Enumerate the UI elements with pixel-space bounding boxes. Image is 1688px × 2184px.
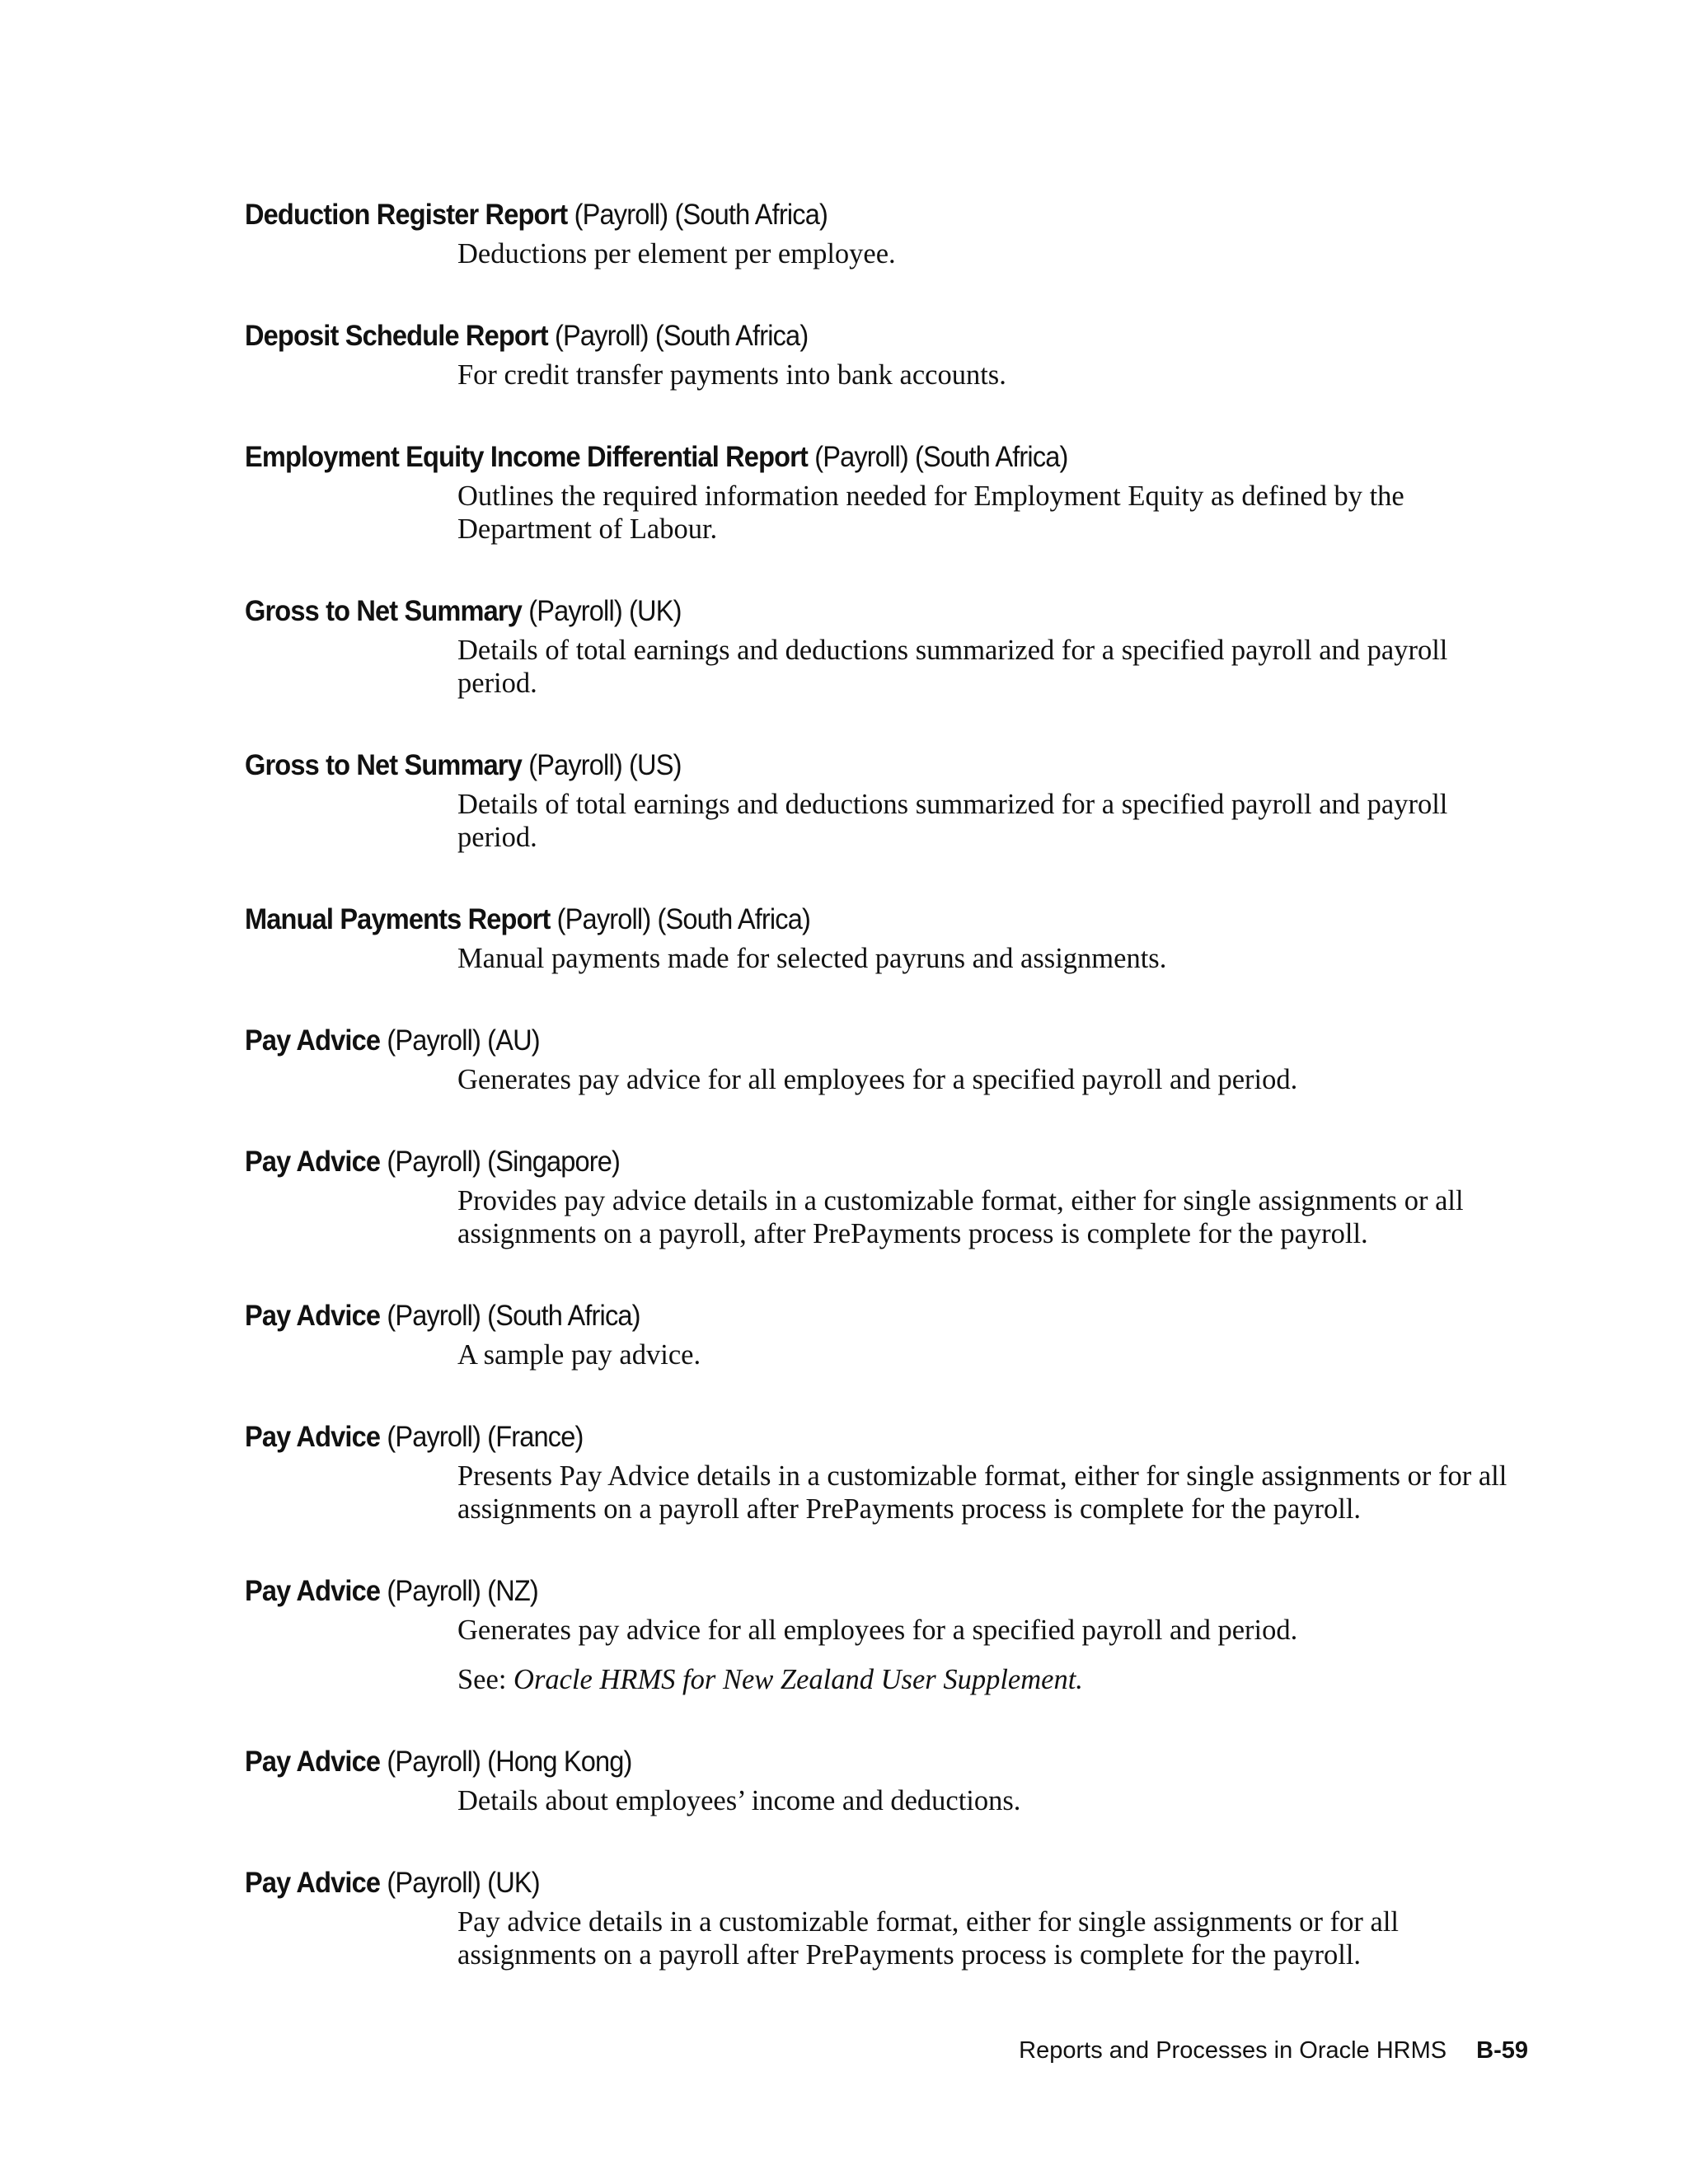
page-footer bbox=[1019, 2036, 1528, 2065]
report-description: Details about employees’ income and deductions. bbox=[457, 1785, 1021, 1816]
report-name: Employment Equity Income Differential Report bbox=[245, 441, 808, 473]
report-qualifiers: (Payroll) (France) bbox=[387, 1421, 584, 1453]
report-qualifiers: (Payroll) (South Africa) bbox=[555, 320, 809, 352]
report-description: Generates pay advice for all employees for a specified payroll and period. bbox=[457, 1064, 1298, 1095]
report-qualifiers: (Payroll) (South Africa) bbox=[387, 1300, 640, 1332]
report-name: Manual Payments Report bbox=[245, 903, 551, 935]
report-entry bbox=[245, 1024, 1531, 1096]
report-entry bbox=[245, 1574, 1531, 1696]
report-qualifiers: (Payroll) (Singapore) bbox=[387, 1146, 621, 1178]
report-qualifiers: (Payroll) (South Africa) bbox=[814, 441, 1068, 473]
report-name: Gross to Net Summary bbox=[245, 749, 522, 781]
report-heading bbox=[245, 319, 1441, 354]
footer-section-title: Reports and Processes in Oracle HRMS bbox=[1019, 2037, 1447, 2064]
report-heading bbox=[245, 1145, 1441, 1179]
report-heading bbox=[245, 440, 1441, 475]
report-name: Deposit Schedule Report bbox=[245, 320, 548, 352]
see-also-reference bbox=[457, 1663, 1531, 1696]
see-reference-title: Oracle HRMS for New Zealand User Supplement. bbox=[513, 1664, 1083, 1695]
report-name: Pay Advice bbox=[245, 1300, 381, 1332]
report-description: Generates pay advice for all employees for a specified payroll and period. bbox=[457, 1615, 1298, 1646]
report-qualifiers: (Payroll) (AU) bbox=[387, 1024, 540, 1057]
report-description: Outlines the required information needed for Employment Equity as defined by the Department of Labour. bbox=[457, 480, 1404, 545]
report-qualifiers: (Payroll) (South Africa) bbox=[556, 903, 811, 935]
report-heading bbox=[245, 748, 1441, 783]
report-qualifiers: (Payroll) (UK) bbox=[528, 595, 682, 627]
report-qualifiers: (Payroll) (US) bbox=[528, 749, 682, 781]
report-description: Provides pay advice details in a customizable format, either for single assignments or all assignments on a payroll, after PrePayments process is complete for the payroll. bbox=[457, 1185, 1464, 1249]
report-name: Pay Advice bbox=[245, 1146, 381, 1178]
report-entry bbox=[245, 440, 1531, 546]
report-description: Manual payments made for selected payruns and assignments. bbox=[457, 943, 1167, 974]
report-entry bbox=[245, 1299, 1531, 1371]
report-description: Presents Pay Advice details in a customizable format, either for single assignments or for all assignments on a payroll after PrePayments process is complete for the payroll. bbox=[457, 1460, 1507, 1525]
report-entry bbox=[245, 1145, 1531, 1250]
report-heading bbox=[245, 198, 1441, 232]
report-name: Deduction Register Report bbox=[245, 199, 568, 231]
report-heading bbox=[245, 902, 1441, 937]
report-entry bbox=[245, 1745, 1531, 1817]
report-entry bbox=[245, 1420, 1531, 1526]
report-heading bbox=[245, 1745, 1441, 1779]
report-heading bbox=[245, 1866, 1441, 1900]
report-heading bbox=[245, 1574, 1441, 1609]
report-entry bbox=[245, 594, 1531, 700]
report-qualifiers: (Payroll) (NZ) bbox=[387, 1575, 538, 1607]
report-description: For credit transfer payments into bank accounts. bbox=[457, 359, 1006, 391]
report-heading bbox=[245, 594, 1441, 629]
report-name: Pay Advice bbox=[245, 1575, 381, 1607]
report-name: Pay Advice bbox=[245, 1867, 381, 1899]
report-name: Gross to Net Summary bbox=[245, 595, 522, 627]
report-heading bbox=[245, 1420, 1441, 1455]
page-number: B-59 bbox=[1476, 2037, 1528, 2064]
report-qualifiers: (Payroll) (South Africa) bbox=[574, 199, 828, 231]
report-description: A sample pay advice. bbox=[457, 1339, 701, 1371]
report-entry bbox=[245, 902, 1531, 975]
report-entry bbox=[245, 1866, 1531, 1971]
see-prefix: See: bbox=[457, 1664, 507, 1695]
report-qualifiers: (Payroll) (UK) bbox=[387, 1867, 540, 1899]
report-description: Details of total earnings and deductions summarized for a specified payroll and payroll period. bbox=[457, 789, 1448, 853]
report-name: Pay Advice bbox=[245, 1746, 381, 1778]
report-name: Pay Advice bbox=[245, 1024, 381, 1057]
report-description: Details of total earnings and deductions summarized for a specified payroll and payroll period. bbox=[457, 635, 1448, 699]
report-entry bbox=[245, 198, 1531, 270]
report-heading bbox=[245, 1299, 1441, 1333]
report-qualifiers: (Payroll) (Hong Kong) bbox=[387, 1746, 632, 1778]
report-name: Pay Advice bbox=[245, 1421, 381, 1453]
report-description: Deductions per element per employee. bbox=[457, 238, 896, 269]
report-list bbox=[245, 198, 1531, 2020]
report-entry bbox=[245, 748, 1531, 854]
report-description: Pay advice details in a customizable format, either for single assignments or for all assignments on a payroll after PrePayments process is complete for the payroll. bbox=[457, 1906, 1399, 1971]
report-entry bbox=[245, 319, 1531, 391]
report-heading bbox=[245, 1024, 1441, 1058]
